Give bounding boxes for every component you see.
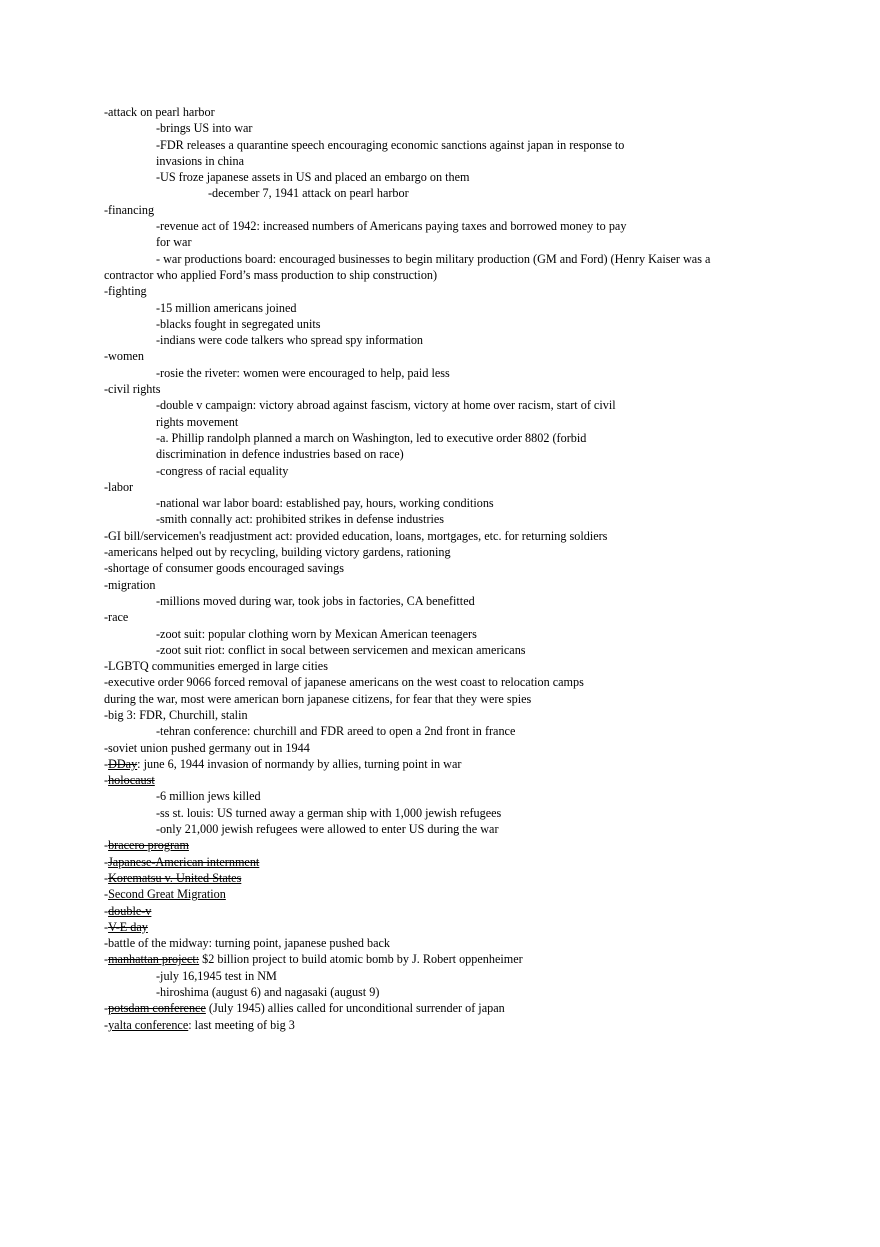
holocaust-sub-line: -6 million jews killed [156,789,261,804]
term-bracero: bracero program [108,838,189,853]
note-line: -big 3: FDR, Churchill, stalin [104,707,248,722]
note-line: -indians were code talkers who spread spy information [156,333,424,348]
note-line: -race [104,610,129,625]
note-line: -zoot suit: popular clothing worn by Mexican American teenagers [156,626,477,641]
note-line: -congress of racial equality [156,463,289,478]
term-line [104,919,764,935]
note-line: -15 million americans joined [156,300,297,315]
term-line [104,854,764,870]
manhattan-sub-line: -july 16,1945 test in NM [156,968,277,983]
dash: - [104,952,109,967]
note-line: -zoot suit riot: conflict in socal between servicemen and mexican americans [156,642,526,657]
note-line: contractor who applied Ford’s mass production to ship construction) [104,267,438,282]
note-line: -december 7, 1941 attack on pearl harbor [208,186,409,201]
term-yalta-conference: yalta conference [108,1017,189,1032]
note-line: -national war labor board: established pay, hours, working conditions [156,496,494,511]
note-line-manhattan [104,951,764,967]
note-line: -tehran conference: churchill and FDR areed to open a 2nd front in france [156,724,516,739]
term-line [104,903,764,919]
note-line: -US froze japanese assets in US and placed an embargo on them [156,170,470,185]
term-line [104,870,764,886]
note-line-midway: -battle of the midway: turning point, japanese pushed back [104,936,390,951]
note-line: -double v campaign: victory abroad against fascism, victory at home over racism, start of civil [156,398,616,413]
note-line: -soviet union pushed germany out in 1944 [104,740,310,755]
term-second-great-migration: Second Great Migration [108,887,226,902]
dash: - [104,919,109,934]
note-line: invasions in china [156,153,245,168]
note-line: -fighting [104,284,147,299]
term-internment: Japanese-American internment [108,854,260,869]
term-line [104,837,764,853]
dash: - [104,887,109,902]
note-line: -financing [104,202,155,217]
term-korematsu: Korematsu v. United States [108,870,242,885]
term-double-v: double-v [108,903,152,918]
note-line: -FDR releases a quarantine speech encouraging economic sanctions against japan in response to [156,137,625,152]
dash: - [104,1001,109,1016]
dash: - [104,773,109,788]
holocaust-sub-line: -ss st. louis: US turned away a german ship with 1,000 jewish refugees [156,805,502,820]
dash: - [104,756,109,771]
note-line: -civil rights [104,382,161,397]
note-line: - war productions board: encouraged businesses to begin military production (GM and Ford) (Henry Kaiser was a [156,251,711,266]
note-line: -rosie the riveter: women were encouraged to help, paid less [156,365,450,380]
dash: - [104,1017,109,1032]
term-holocaust: holocaust [108,773,155,788]
note-line: -labor [104,479,134,494]
note-line: -brings US into war [156,121,253,136]
note-line-potsdam [104,1000,764,1016]
note-line: -women [104,349,144,364]
dash: - [104,854,109,869]
dash: - [104,903,109,918]
term-ve-day: V-E day [108,919,148,934]
potsdam-description: (July 1945) allies called for unconditional surrender of japan [205,1001,505,1016]
note-line: -migration [104,577,156,592]
note-line-holocaust [104,772,764,788]
note-line: discrimination in defence industries based on race) [156,447,404,462]
note-line: -executive order 9066 forced removal of japanese americans on the west coast to relocation camps [104,675,584,690]
manhattan-description: $2 billion project to build atomic bomb by J. Robert oppenheimer [199,952,523,967]
note-line: for war [156,235,192,250]
note-line: -LGBTQ communities emerged in large cities [104,659,328,674]
term-dday: DDay [108,756,138,771]
holocaust-sub-line: -only 21,000 jewish refugees were allowed to enter US during the war [156,822,499,837]
note-line: -a. Phillip randolph planned a march on Washington, led to executive order 8802 (forbid [156,430,587,445]
dday-description: : june 6, 1944 invasion of normandy by allies, turning point in war [137,756,462,771]
dash: - [104,870,109,885]
term-line [104,886,764,902]
note-line: rights movement [156,414,239,429]
note-line: -attack on pearl harbor [104,105,215,119]
notes-lines [104,104,764,756]
term-manhattan-project: manhattan project: [108,952,200,967]
dash: - [104,838,109,853]
note-line: -revenue act of 1942: increased numbers of Americans paying taxes and borrowed money to pay [156,219,627,234]
term-potsdam-conference: potsdam conference [108,1001,206,1016]
note-line: -GI bill/servicemen's readjustment act: provided education, loans, mortgages, etc. for returning soldiers [104,528,608,543]
note-line-yalta [104,1017,764,1033]
note-line: -smith connally act: prohibited strikes in defense industries [156,512,445,527]
note-line: during the war, most were american born japanese citizens, for fear that they were spies [104,691,532,706]
notes-body [104,104,764,1033]
note-line: -shortage of consumer goods encouraged savings [104,561,344,576]
note-line: -millions moved during war, took jobs in factories, CA benefitted [156,593,475,608]
yalta-description: : last meeting of big 3 [188,1017,295,1032]
note-line: -blacks fought in segregated units [156,316,321,331]
note-line: -americans helped out by recycling, building victory gardens, rationing [104,545,451,560]
note-line-dday [104,756,764,772]
manhattan-sub-line: -hiroshima (august 6) and nagasaki (august 9) [156,985,380,1000]
